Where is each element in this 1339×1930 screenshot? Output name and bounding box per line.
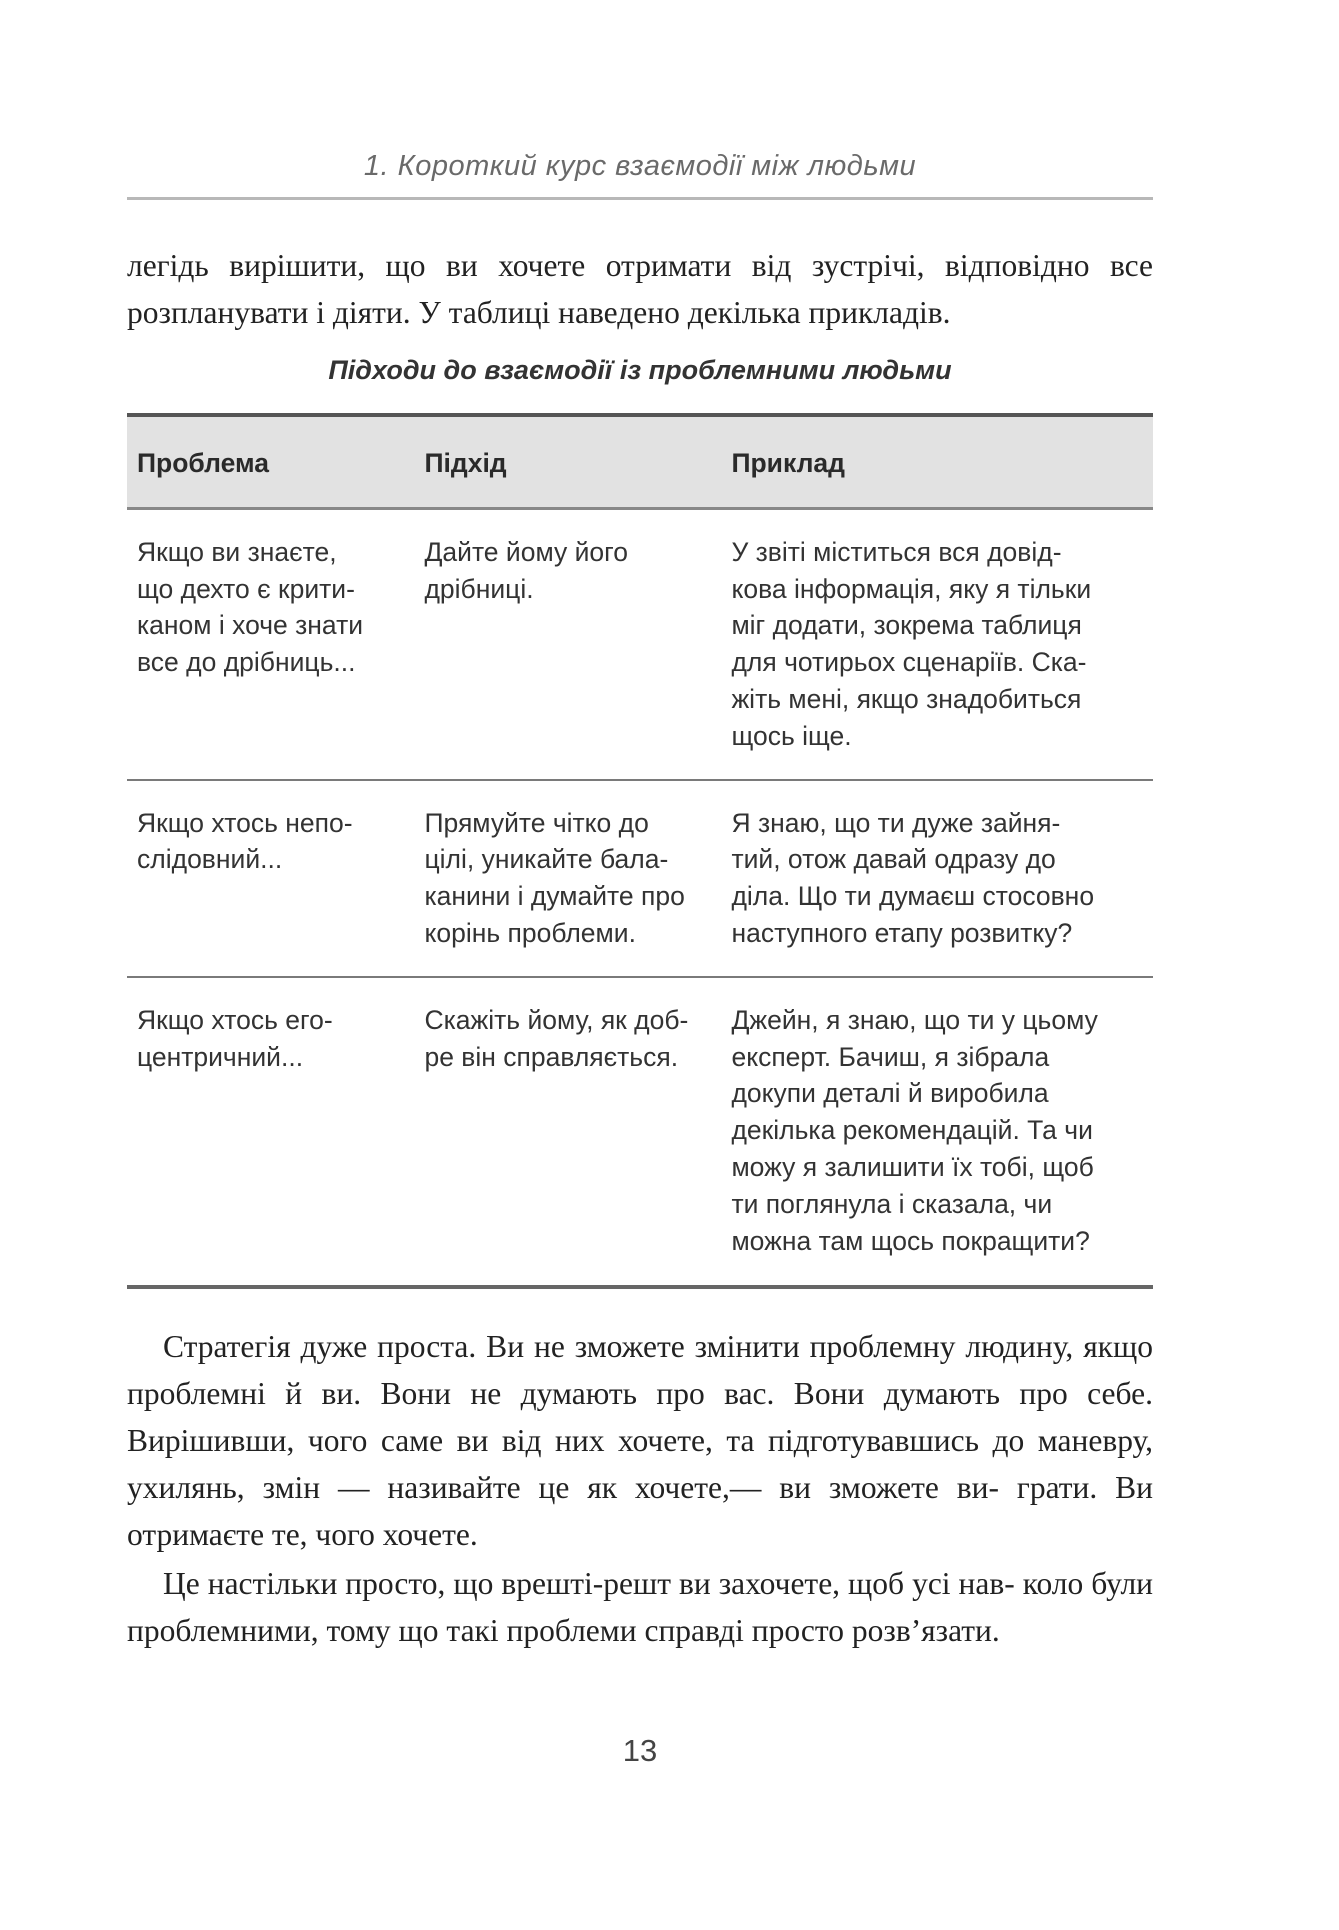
paragraph-line: якщо проблемні й ви. Вони не думають про вас. Вони думають про (127, 1329, 1153, 1411)
cell-approach (414, 977, 721, 1288)
cell-line: ти поглянула і сказала, чи (731, 1188, 1053, 1219)
cell-approach (414, 508, 721, 779)
cell-problem (127, 977, 414, 1288)
intro-line: легідь вирішити, що ви хочете отримати від зустрічі, відповідно все (127, 248, 1153, 283)
cell-line: міг додати, зокрема таблиця (731, 610, 1082, 641)
cell-line: можу я залишити їх тобі, щоб (731, 1151, 1094, 1182)
table-header-row (127, 415, 1153, 508)
running-head: 1. Короткий курс взаємодії між людьми (363, 150, 917, 182)
paragraph-line: Стратегія дуже проста. Ви не зможете змінити проблемну людину, (163, 1329, 1074, 1364)
paragraph-line: себе. Вирішивши, чого саме ви від них хочете, та підготувавшись до (127, 1376, 1153, 1458)
page-number: 13 (622, 1733, 658, 1768)
cell-line: жіть мені, якщо знадобиться (731, 683, 1082, 714)
cell-line: центричний... (137, 1041, 304, 1072)
cell-line: Прямуйте чітко до (424, 807, 649, 838)
paragraph-line: коло були проблемними, тому що такі проблеми справді просто (127, 1566, 1154, 1648)
paragraph-line: грати. Ви отримаєте те, чого хочете. (127, 1470, 1154, 1552)
cell-line: докупи деталі й виробила (731, 1078, 1049, 1109)
cell-line: каном і хоче знати (137, 610, 364, 641)
cell-line: наступного етапу розвитку? (731, 917, 1073, 948)
column-header-problem: Проблема (127, 415, 414, 508)
cell-line: Якщо хтось его- (137, 1004, 333, 1035)
table-row (127, 977, 1153, 1288)
cell-example (721, 780, 1153, 977)
cell-line: дрібниці. (424, 573, 534, 604)
paragraph-line: розв’язати. (851, 1613, 1000, 1648)
header-divider (127, 197, 1153, 200)
cell-line: тий, отож давай одразу до (731, 844, 1056, 875)
cell-line: Дайте йому його (424, 536, 628, 567)
cell-problem (127, 508, 414, 779)
cell-line: У звіті міститься вся довід- (731, 536, 1062, 567)
cell-line: Я знаю, що ти дуже зайня- (731, 807, 1061, 838)
cell-line: слідовний... (137, 844, 283, 875)
strategy-paragraph (127, 1323, 1153, 1558)
cell-problem (127, 780, 414, 977)
cell-line: корінь проблеми. (424, 917, 636, 948)
conclusion-paragraph (127, 1560, 1153, 1654)
cell-line: цілі, уникайте бала- (424, 844, 669, 875)
paragraph-line: маневру, ухилянь, змін — називайте це як хочете,— ви зможете ви- (127, 1423, 1154, 1505)
cell-approach (414, 780, 721, 977)
cell-line: ре він справляється. (424, 1041, 679, 1072)
cell-line: Скажіть йому, як доб- (424, 1004, 689, 1035)
cell-line: для чотирьох сценаріїв. Ска- (731, 647, 1087, 678)
approaches-table (127, 413, 1153, 1289)
cell-line: можна там щось покращити? (731, 1225, 1090, 1256)
cell-line: все до дрібниць... (137, 647, 356, 678)
paragraph-line: Це настільки просто, що врешті-решт ви захочете, щоб усі нав- (163, 1566, 1015, 1601)
cell-line: кова інформація, яку я тільки (731, 573, 1092, 604)
cell-line: експерт. Бачиш, я зібрала (731, 1041, 1050, 1072)
column-header-approach: Підхід (414, 415, 721, 508)
cell-line: щось іще. (731, 720, 852, 751)
cell-line: що дехто є крити- (137, 573, 355, 604)
cell-example (721, 977, 1153, 1288)
intro-paragraph (127, 242, 1153, 336)
cell-line: Джейн, я знаю, що ти у цьому (731, 1004, 1098, 1035)
cell-line: діла. Що ти думаєш стосовно (731, 881, 1095, 912)
cell-line: Якщо хтось непо- (137, 807, 353, 838)
column-header-example: Приклад (721, 415, 1153, 508)
cell-line: канини і думайте про (424, 881, 685, 912)
intro-line: розпланувати і діяти. У таблиці наведено декілька прикладів. (127, 295, 951, 330)
cell-line: Якщо ви знаєте, (137, 536, 337, 567)
cell-line: декілька рекомендацій. Та чи (731, 1115, 1093, 1146)
table-title: Підходи до взаємодії із проблемними людьми (328, 355, 952, 385)
table-row (127, 508, 1153, 779)
table-row (127, 780, 1153, 977)
cell-example (721, 508, 1153, 779)
